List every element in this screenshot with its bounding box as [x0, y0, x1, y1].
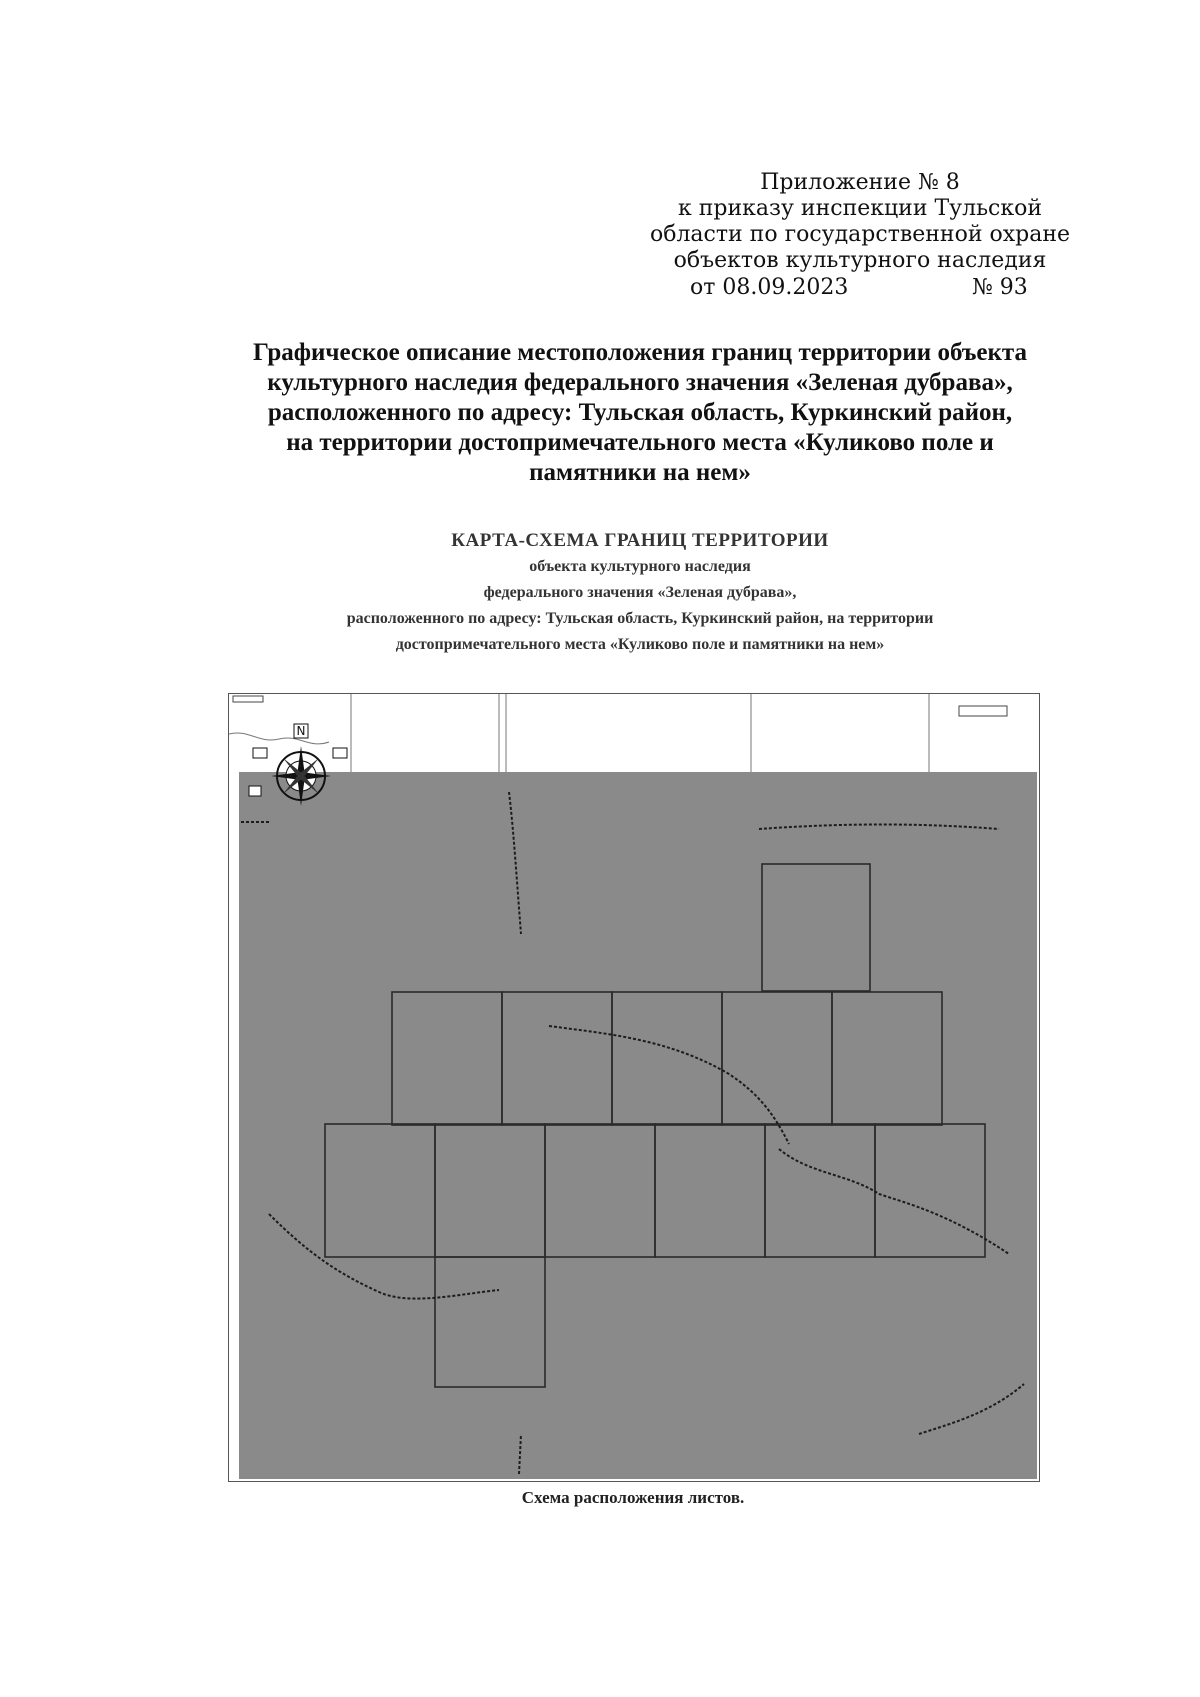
document-title-line: на территории достопримечательного места «Куликово поле и: [286, 429, 994, 456]
map-heading-line: достопримечательного места «Куликово поле и памятники на нем»: [395, 636, 885, 653]
appendix-ref-line: к приказу инспекции Тульской: [677, 196, 1043, 221]
document-title-line: памятники на нем»: [529, 459, 751, 486]
order-number: № 93: [972, 275, 1028, 300]
map-heading-title: КАРТА-СХЕМА ГРАНИЦ ТЕРРИТОРИИ: [451, 530, 829, 551]
order-date: от 08.09.2023: [690, 275, 849, 300]
map-heading-line: объекта культурного наследия: [529, 558, 751, 575]
appendix-title: Приложение № 8: [760, 170, 960, 195]
document-title-line: Графическое описание местоположения границ территории объекта: [252, 339, 1027, 366]
map-caption: Схема расположения листов.: [521, 1488, 745, 1507]
document-title-line: расположенного по адресу: Тульская область, Куркинский район,: [267, 399, 1013, 426]
appendix-ref-line: области по государственной охране: [649, 222, 1071, 247]
map-heading: [230, 528, 1050, 658]
appendix-block: [640, 170, 1080, 274]
map-heading-line: федерального значения «Зеленая дубрава»,: [483, 584, 797, 601]
sheet-layout-map: [228, 693, 1040, 1482]
map-svg: [229, 694, 1039, 1481]
document-title: [200, 338, 1080, 488]
appendix-ref-line: объектов культурного наследия: [673, 248, 1047, 273]
map-top-strip: [229, 694, 1007, 772]
document-title-line: культурного наследия федерального значения «Зеленая дубрава»,: [267, 369, 1013, 396]
compass-north-label: N: [296, 724, 306, 738]
map-heading-line: расположенного по адресу: Тульская область, Куркинский район, на территории: [346, 610, 934, 627]
